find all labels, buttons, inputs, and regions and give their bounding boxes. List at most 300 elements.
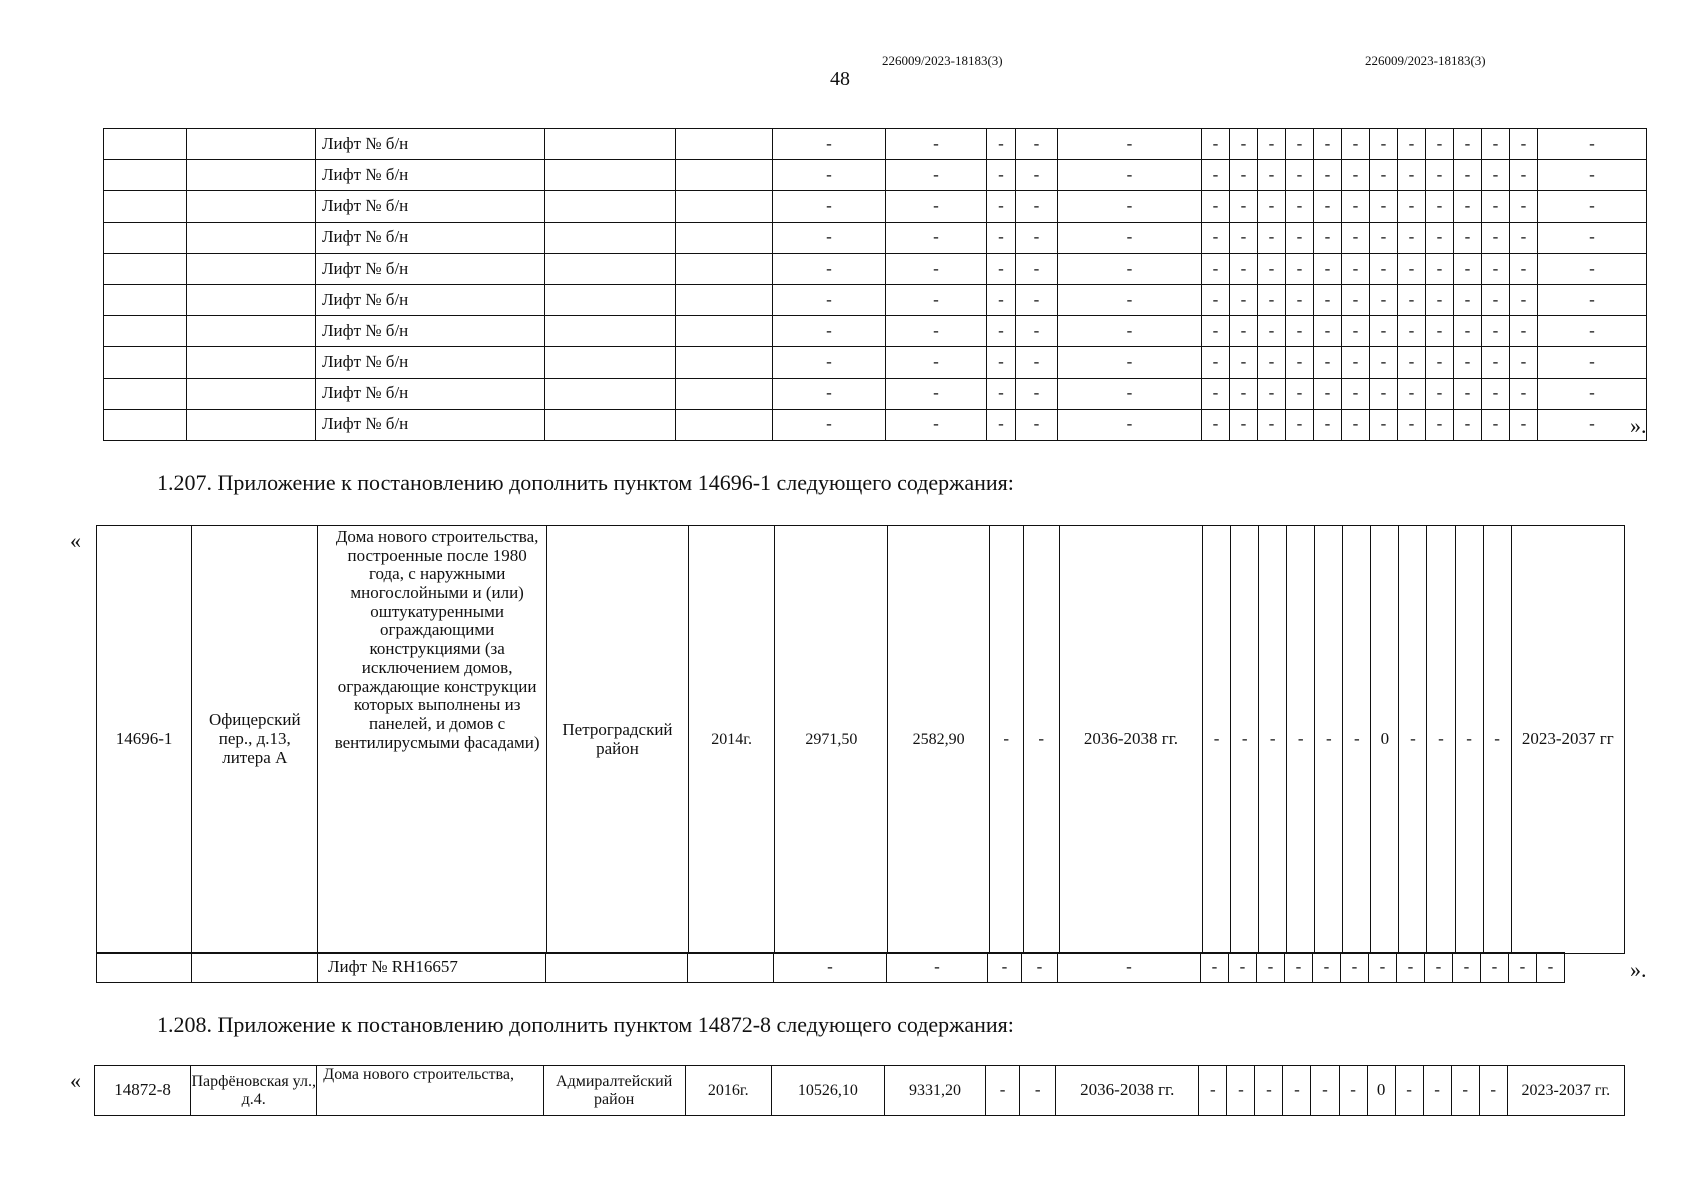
cell: - [1258, 378, 1286, 409]
cell: - [1423, 1066, 1451, 1116]
cell: - [1370, 253, 1398, 284]
cell: - [773, 316, 886, 347]
cell: - [1314, 347, 1342, 378]
cell: - [1342, 378, 1370, 409]
cell [676, 129, 773, 160]
cell: - [1538, 253, 1647, 284]
table-row [104, 284, 1647, 315]
cell: - [1058, 160, 1202, 191]
open-quote: « [70, 528, 81, 553]
table-row [104, 409, 1647, 440]
cell: - [1230, 253, 1258, 284]
year-built: 2014г. [689, 526, 775, 954]
cell: - [1454, 347, 1482, 378]
cell [104, 160, 187, 191]
cell: - [1538, 191, 1647, 222]
cell: - [1426, 160, 1454, 191]
cell: - [1339, 1066, 1367, 1116]
table-row [104, 316, 1647, 347]
cell [187, 316, 316, 347]
cell: - [1342, 160, 1370, 191]
cell: - [773, 191, 886, 222]
cell: - [1398, 316, 1426, 347]
lift-label: Лифт № б/н [316, 316, 545, 347]
cell: - [1538, 347, 1647, 378]
lift-label: Лифт № RH16657 [318, 953, 546, 983]
cell: - [1510, 160, 1538, 191]
cell: - [1342, 409, 1370, 440]
cell: - [1342, 284, 1370, 315]
cell: - [1426, 129, 1454, 160]
cell: - [1453, 953, 1481, 983]
cell: - [1286, 409, 1314, 440]
cell: - [886, 129, 987, 160]
cell: - [1203, 526, 1231, 954]
cell [104, 253, 187, 284]
cell: - [1482, 129, 1510, 160]
cell: - [1427, 526, 1455, 954]
cell: - [886, 222, 987, 253]
district: Адмиралтейский район [543, 1066, 685, 1116]
cell [676, 378, 773, 409]
cell: - [1255, 1066, 1283, 1116]
cell: - [1314, 160, 1342, 191]
cell: - [1482, 316, 1510, 347]
cell [546, 953, 688, 983]
cell: - [1202, 284, 1230, 315]
cell: - [1058, 409, 1202, 440]
cell: - [1058, 284, 1202, 315]
cell: - [1370, 191, 1398, 222]
table-row [104, 378, 1647, 409]
cell: - [1258, 160, 1286, 191]
cell: - [1342, 253, 1370, 284]
living-area: 9331,20 [884, 1066, 985, 1116]
total-area: 10526,10 [771, 1066, 884, 1116]
cell: - [1454, 284, 1482, 315]
cell [676, 409, 773, 440]
cell: - [1058, 191, 1202, 222]
cell: - [1315, 526, 1343, 954]
cell: - [1230, 316, 1258, 347]
cell: - [1454, 222, 1482, 253]
cell: - [1510, 284, 1538, 315]
district: Петроградский район [546, 526, 688, 954]
cell: - [1370, 129, 1398, 160]
cell: - [1510, 222, 1538, 253]
cell: - [1058, 347, 1202, 378]
cell: - [773, 347, 886, 378]
cell [187, 378, 316, 409]
cell: - [1314, 222, 1342, 253]
cell: - [1016, 316, 1058, 347]
cell: - [1426, 284, 1454, 315]
cell [97, 953, 192, 983]
cell: - [987, 316, 1016, 347]
cell: - [1283, 1066, 1311, 1116]
cell [676, 253, 773, 284]
table-row [104, 222, 1647, 253]
open-quote: « [70, 1068, 81, 1093]
cell: - [1482, 253, 1510, 284]
cell [545, 378, 676, 409]
cell: - [1258, 222, 1286, 253]
close-quote: ». [1630, 957, 1647, 982]
cell: - [1510, 316, 1538, 347]
cell: - [1454, 409, 1482, 440]
cell: 0 [1371, 526, 1399, 954]
lift-label: Лифт № б/н [316, 409, 545, 440]
cell: - [1202, 222, 1230, 253]
cell: - [1398, 284, 1426, 315]
building-description: Дома нового строительства, построенные после 1980 года, с наружными многослойными и (или) оштукатуренными ограждающими конструкциями (за исключением домов, ограждающие конструкции которых выполнены из панелей, и домов с вентилирусмыми фасадами) [318, 526, 546, 954]
cell: - [987, 409, 1016, 440]
cell: - [1229, 953, 1257, 983]
cell: - [1314, 409, 1342, 440]
cell: - [1230, 378, 1258, 409]
cell: - [1258, 191, 1286, 222]
cell: - [1286, 284, 1314, 315]
paragraph-1-208: 1.208. Приложение к постановлению дополнить пунктом 14872-8 следующего содержания: [157, 1012, 1014, 1037]
table-row [97, 526, 1625, 954]
cell: - [1426, 378, 1454, 409]
cell: - [773, 129, 886, 160]
cell [104, 409, 187, 440]
lift-label: Лифт № б/н [316, 284, 545, 315]
cell [104, 316, 187, 347]
cell: - [1482, 191, 1510, 222]
cell: - [987, 160, 1016, 191]
cell: - [1311, 1066, 1339, 1116]
document-number-right: 226009/2023-18183(3) [1365, 53, 1486, 68]
cell: - [1426, 222, 1454, 253]
cell: - [1230, 191, 1258, 222]
cell: - [1230, 160, 1258, 191]
cell: - [886, 284, 987, 315]
cell: 0 [1367, 1066, 1395, 1116]
cell: - [1370, 316, 1398, 347]
cell: - [1202, 409, 1230, 440]
cell: - [1020, 1066, 1056, 1116]
cell: - [1342, 191, 1370, 222]
cell: - [1398, 129, 1426, 160]
building-description: Дома нового строительства, [317, 1066, 543, 1116]
cell: - [1058, 316, 1202, 347]
cell [676, 284, 773, 315]
item-14872-8-table [94, 1065, 1625, 1116]
cell [676, 316, 773, 347]
cell: - [1538, 316, 1647, 347]
cell: - [1454, 160, 1482, 191]
cell: - [1398, 222, 1426, 253]
total-area: 2971,50 [775, 526, 888, 954]
cell: - [1538, 284, 1647, 315]
cell: - [1058, 953, 1201, 983]
cell: - [1342, 129, 1370, 160]
cell: - [1370, 347, 1398, 378]
cell: - [1258, 316, 1286, 347]
table-row [104, 191, 1647, 222]
cell: - [987, 378, 1016, 409]
table-row [95, 1066, 1625, 1116]
cell: - [1342, 222, 1370, 253]
cell [545, 222, 676, 253]
cell: - [1398, 191, 1426, 222]
cell: - [1016, 409, 1058, 440]
page-number: 48 [830, 68, 850, 90]
cell: - [1482, 378, 1510, 409]
cell: - [1201, 953, 1229, 983]
cell: - [1202, 253, 1230, 284]
plan-period: 2023-2037 гг. [1507, 1066, 1624, 1116]
cell: - [1202, 129, 1230, 160]
cell: - [1286, 316, 1314, 347]
cell [545, 253, 676, 284]
cell [676, 191, 773, 222]
cell: - [1258, 409, 1286, 440]
cell: - [1510, 409, 1538, 440]
cell: - [1230, 409, 1258, 440]
cell [545, 129, 676, 160]
cell: - [1230, 284, 1258, 315]
cell: - [1482, 347, 1510, 378]
cell: - [1286, 378, 1314, 409]
cell [104, 129, 187, 160]
cell: - [1259, 526, 1287, 954]
table-row [97, 953, 1649, 983]
cell: - [1258, 347, 1286, 378]
cell: - [1479, 1066, 1507, 1116]
cell: - [1314, 253, 1342, 284]
cell: - [886, 409, 987, 440]
cell: - [1482, 160, 1510, 191]
cell: - [1286, 222, 1314, 253]
cell: - [1398, 409, 1426, 440]
cell [104, 222, 187, 253]
cell: - [1286, 160, 1314, 191]
lift-label: Лифт № б/н [316, 378, 545, 409]
lift-label: Лифт № б/н [316, 253, 545, 284]
cell: - [1227, 1066, 1255, 1116]
item-14696-1-lift-table [96, 952, 1649, 983]
cell: - [1426, 347, 1454, 378]
cell: - [987, 284, 1016, 315]
cell [187, 191, 316, 222]
cell: - [1538, 222, 1647, 253]
repair-period: 2036-2038 гг. [1059, 526, 1202, 954]
cell: - [886, 253, 987, 284]
living-area: 2582,90 [888, 526, 989, 954]
lift-label: Лифт № б/н [316, 129, 545, 160]
lift-table [103, 128, 1647, 441]
cell: - [1058, 253, 1202, 284]
cell: - [1058, 222, 1202, 253]
cell: - [1342, 347, 1370, 378]
cell: - [1314, 129, 1342, 160]
lift-label: Лифт № б/н [316, 191, 545, 222]
close-quote: ». [1630, 413, 1647, 438]
cell: - [1230, 222, 1258, 253]
cell [676, 222, 773, 253]
cell: - [1454, 378, 1482, 409]
cell [187, 347, 316, 378]
address: Офицерский пер., д.13, литера А [192, 526, 318, 954]
cell: - [1426, 191, 1454, 222]
cell: - [1454, 253, 1482, 284]
cell [187, 253, 316, 284]
table-row [104, 129, 1647, 160]
cell [104, 284, 187, 315]
cell: - [1314, 284, 1342, 315]
paragraph-1-207: 1.207. Приложение к постановлению дополнить пунктом 14696-1 следующего содержания: [157, 470, 1014, 495]
cell: - [1370, 284, 1398, 315]
cell: - [1510, 129, 1538, 160]
cell [187, 222, 316, 253]
cell: - [886, 191, 987, 222]
cell: - [1482, 409, 1510, 440]
cell: - [1482, 222, 1510, 253]
address: Парфёновская ул., д.4. [191, 1066, 317, 1116]
cell: - [1016, 347, 1058, 378]
cell [545, 160, 676, 191]
cell: - [1058, 129, 1202, 160]
cell: - [773, 222, 886, 253]
cell: - [773, 409, 886, 440]
cell: - [1538, 129, 1647, 160]
cell: - [1016, 378, 1058, 409]
cell: - [1398, 160, 1426, 191]
cell: - [773, 160, 886, 191]
table-row [104, 160, 1647, 191]
cell: - [1426, 409, 1454, 440]
cell: - [1258, 129, 1286, 160]
cell: - [1286, 191, 1314, 222]
cell: - [1399, 526, 1427, 954]
cell: - [1370, 222, 1398, 253]
cell [688, 953, 774, 983]
cell: - [1230, 129, 1258, 160]
cell: - [1398, 253, 1426, 284]
cell: - [1341, 953, 1369, 983]
lift-label: Лифт № б/н [316, 347, 545, 378]
cell [676, 160, 773, 191]
cell [187, 284, 316, 315]
cell: - [1510, 378, 1538, 409]
cell: - [1395, 1066, 1423, 1116]
cell: - [1202, 316, 1230, 347]
cell: - [1314, 316, 1342, 347]
document-number-center: 226009/2023-18183(3) [882, 53, 1003, 68]
cell: - [987, 222, 1016, 253]
cell: - [1016, 253, 1058, 284]
cell: - [886, 316, 987, 347]
cell: - [1426, 253, 1454, 284]
lift-label: Лифт № б/н [316, 160, 545, 191]
cell: - [1342, 316, 1370, 347]
cell: - [987, 191, 1016, 222]
cell [676, 347, 773, 378]
cell: - [1454, 129, 1482, 160]
cell: - [1538, 409, 1647, 440]
cell: - [1455, 526, 1483, 954]
cell [187, 129, 316, 160]
cell: - [1482, 284, 1510, 315]
cell: - [1397, 953, 1425, 983]
cell: - [1510, 347, 1538, 378]
cell: - [1314, 191, 1342, 222]
cell: - [1258, 253, 1286, 284]
cell: - [1370, 378, 1398, 409]
cell: - [1509, 953, 1537, 983]
cell [104, 191, 187, 222]
cell: - [1257, 953, 1285, 983]
cell: - [1369, 953, 1397, 983]
cell: - [1286, 347, 1314, 378]
cell: - [1537, 953, 1565, 983]
cell: - [1426, 316, 1454, 347]
cell: - [1313, 953, 1341, 983]
cell: - [1023, 526, 1059, 954]
cell: - [886, 347, 987, 378]
cell: - [1510, 253, 1538, 284]
repair-period: 2036-2038 гг. [1056, 1066, 1199, 1116]
cell: - [1538, 160, 1647, 191]
cell: - [1230, 347, 1258, 378]
cell: - [1258, 284, 1286, 315]
item-number: 14696-1 [97, 526, 192, 954]
cell: - [1202, 160, 1230, 191]
cell [104, 347, 187, 378]
cell [545, 316, 676, 347]
cell: - [1287, 526, 1315, 954]
cell: - [1016, 160, 1058, 191]
table-row [104, 253, 1647, 284]
cell: - [1425, 953, 1453, 983]
cell: - [774, 953, 887, 983]
cell: - [1202, 191, 1230, 222]
item-number: 14872-8 [95, 1066, 191, 1116]
cell [104, 378, 187, 409]
cell: - [1016, 129, 1058, 160]
cell: - [1016, 284, 1058, 315]
cell: - [1454, 191, 1482, 222]
cell: - [1510, 191, 1538, 222]
cell: - [1398, 347, 1426, 378]
cell: - [986, 1066, 1020, 1116]
cell: - [1286, 253, 1314, 284]
cell: - [987, 253, 1016, 284]
year-built: 2016г. [685, 1066, 771, 1116]
table-row [104, 347, 1647, 378]
cell: - [988, 953, 1022, 983]
cell: - [1343, 526, 1371, 954]
cell: - [773, 253, 886, 284]
cell: - [1202, 347, 1230, 378]
cell [187, 160, 316, 191]
cell: - [1481, 953, 1509, 983]
cell: - [887, 953, 988, 983]
cell: - [989, 526, 1023, 954]
cell: - [1199, 1066, 1227, 1116]
cell: - [987, 347, 1016, 378]
cell [192, 953, 318, 983]
cell: - [886, 378, 987, 409]
cell: - [773, 378, 886, 409]
cell: - [987, 129, 1016, 160]
cell: - [1451, 1066, 1479, 1116]
cell: - [1370, 409, 1398, 440]
cell: - [1370, 160, 1398, 191]
